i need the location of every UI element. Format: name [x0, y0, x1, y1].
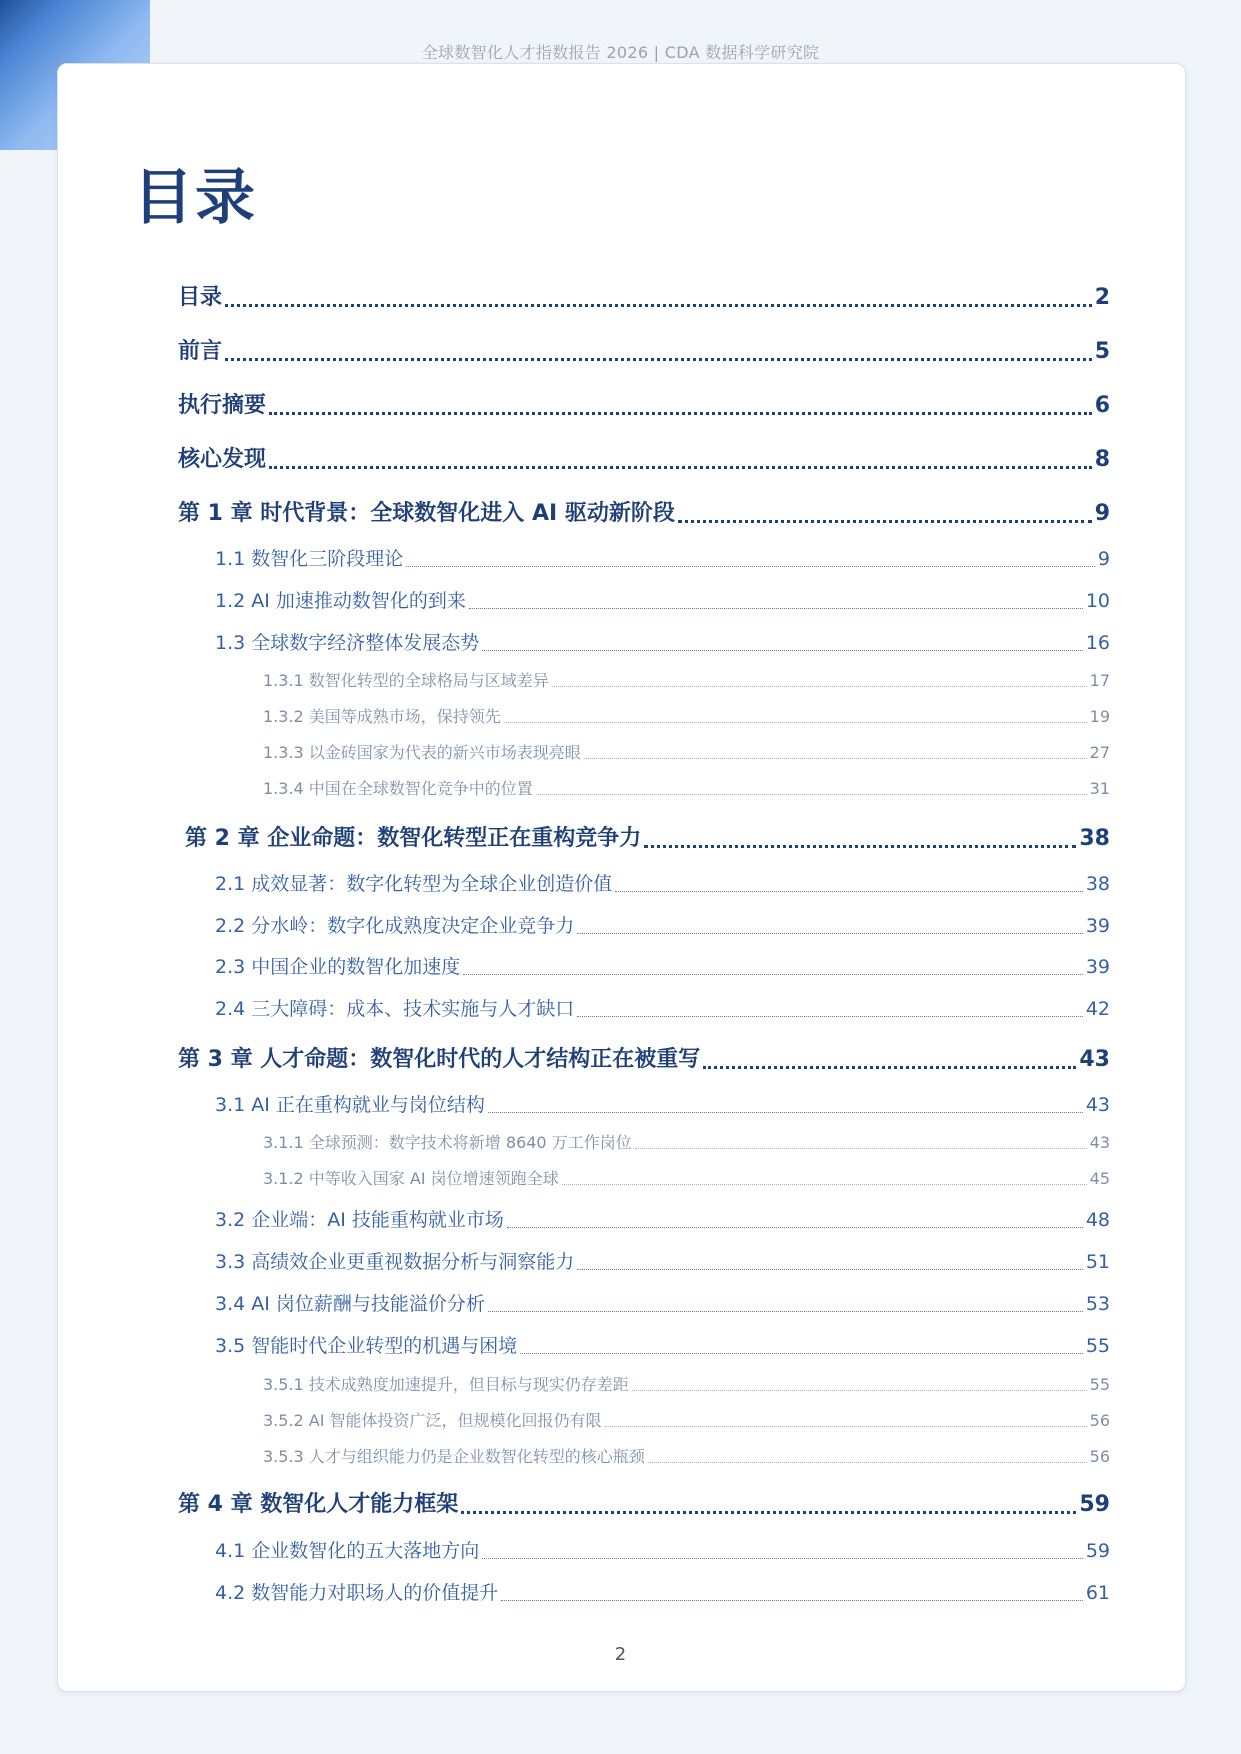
toc-entry[interactable]	[178, 337, 1110, 367]
toc-dot-leader	[482, 1558, 1083, 1559]
toc-entry[interactable]	[263, 705, 1110, 729]
toc-entry[interactable]	[215, 1537, 1110, 1565]
toc-dot-leader	[678, 520, 1092, 523]
toc-dot-leader	[648, 1462, 1087, 1463]
toc-dot-leader	[488, 1311, 1083, 1312]
toc-entry[interactable]	[178, 445, 1110, 475]
toc-dot-leader	[501, 1600, 1083, 1601]
toc-entry-page: 43	[1085, 1094, 1110, 1116]
toc-entry[interactable]	[185, 824, 1110, 854]
toc-dot-leader	[577, 933, 1083, 934]
toc-dot-leader	[644, 845, 1076, 848]
toc-entry[interactable]	[215, 1579, 1110, 1607]
toc-entry-label: 4.2 数智能力对职场人的价值提升	[215, 1582, 499, 1604]
toc-entry[interactable]	[263, 741, 1110, 765]
toc-entry-label: 2.4 三大障碍：成本、技术实施与人才缺口	[215, 998, 575, 1020]
toc-entry-page: 6	[1094, 393, 1110, 418]
toc-entry-page: 10	[1085, 590, 1110, 612]
toc-entry-label: 2.1 成效显著：数字化转型为全球企业创造价值	[215, 873, 613, 895]
toc-entry-page: 55	[1085, 1335, 1110, 1357]
toc-entry-page: 16	[1085, 632, 1110, 654]
toc-entry[interactable]	[215, 912, 1110, 940]
toc-dot-leader	[482, 650, 1083, 651]
toc-dot-leader	[577, 1016, 1083, 1017]
toc-entry-label: 第 3 章 人才命题：数智化时代的人才结构正在被重写	[178, 1047, 701, 1072]
toc-entry-label: 3.1.2 中等收入国家 AI 岗位增速领跑全球	[263, 1169, 559, 1188]
toc-entry[interactable]	[178, 1490, 1110, 1520]
toc-dot-leader	[507, 1227, 1083, 1228]
toc-entry-page: 31	[1089, 779, 1110, 798]
page-number: 2	[614, 1644, 627, 1665]
toc-entry-label: 3.1.1 全球预测：数字技术将新增 8640 万工作岗位	[263, 1133, 632, 1152]
toc-entry[interactable]	[215, 995, 1110, 1023]
toc-entry-page: 59	[1085, 1540, 1110, 1562]
toc-entry[interactable]	[178, 499, 1110, 529]
toc-dot-leader	[469, 608, 1083, 609]
toc-entry-page: 39	[1085, 956, 1110, 978]
toc-entry-label: 1.3 全球数字经济整体发展态势	[215, 632, 480, 654]
toc-entry-page: 59	[1079, 1492, 1110, 1517]
toc-entry-label: 第 4 章 数智化人才能力框架	[178, 1492, 459, 1517]
toc-dot-leader	[552, 686, 1087, 687]
toc-dot-leader	[615, 891, 1083, 892]
toc-entry-label: 3.5.3 人才与组织能力仍是企业数智化转型的核心瓶颈	[263, 1447, 645, 1466]
toc-entry-page: 48	[1085, 1209, 1110, 1231]
toc-entry-label: 2.2 分水岭：数字化成熟度决定企业竞争力	[215, 915, 575, 937]
toc-dot-leader	[488, 1112, 1083, 1113]
toc-entry-label: 1.3.4 中国在全球数智化竞争中的位置	[263, 779, 533, 798]
toc-entry-label: 第 1 章 时代背景：全球数智化进入 AI 驱动新阶段	[178, 501, 675, 526]
toc-dot-leader	[577, 1269, 1083, 1270]
toc-entry[interactable]	[263, 1409, 1110, 1433]
toc-entry-page: 45	[1089, 1169, 1110, 1188]
toc-entry-label: 3.5.2 AI 智能体投资广泛，但规模化回报仍有限	[263, 1411, 602, 1430]
toc-entry-label: 3.2 企业端：AI 技能重构就业市场	[215, 1209, 504, 1231]
toc-entry-label: 核心发现	[178, 447, 267, 472]
toc-entry-page: 8	[1094, 447, 1110, 472]
toc-entry-page: 9	[1097, 548, 1110, 570]
toc-dot-leader	[562, 1184, 1087, 1185]
toc-dot-leader	[225, 304, 1092, 307]
toc-dot-leader	[605, 1426, 1087, 1427]
toc-entry-page: 56	[1089, 1447, 1110, 1466]
toc-entry-label: 1.3.3 以金砖国家为代表的新兴市场表现亮眼	[263, 743, 581, 762]
toc-dot-leader	[520, 1353, 1083, 1354]
toc-dot-leader	[635, 1148, 1087, 1149]
page-title: 目录	[133, 163, 257, 233]
toc-entry[interactable]	[215, 587, 1110, 615]
toc-dot-leader	[461, 1511, 1076, 1514]
toc-dot-leader	[225, 358, 1092, 361]
toc-entry-page: 55	[1089, 1375, 1110, 1394]
toc-entry[interactable]	[263, 1373, 1110, 1397]
toc-entry-label: 3.5.1 技术成熟度加速提升，但目标与现实仍存差距	[263, 1375, 629, 1394]
toc-entry-page: 51	[1085, 1251, 1110, 1273]
toc-dot-leader	[584, 758, 1087, 759]
toc-entry[interactable]	[215, 1248, 1110, 1276]
toc-entry-label: 前言	[178, 339, 223, 364]
toc-entry-label: 3.4 AI 岗位薪酬与技能溢价分析	[215, 1293, 485, 1315]
toc-entry[interactable]	[215, 629, 1110, 657]
toc-entry-page: 53	[1085, 1293, 1110, 1315]
toc-entry-page: 5	[1094, 339, 1110, 364]
toc-entry-label: 1.3.1 数智化转型的全球格局与区域差异	[263, 671, 549, 690]
toc-dot-leader	[536, 794, 1087, 795]
toc-entry[interactable]	[263, 777, 1110, 801]
toc-entry-label: 目录	[178, 285, 223, 310]
toc-dot-leader	[406, 566, 1095, 567]
toc-entry-label: 3.3 高绩效企业更重视数据分析与洞察能力	[215, 1251, 575, 1273]
toc-entry-page: 38	[1085, 873, 1110, 895]
toc-entry[interactable]	[215, 1290, 1110, 1318]
toc-entry-page: 56	[1089, 1411, 1110, 1430]
toc-dot-leader	[703, 1066, 1076, 1069]
toc-entry-label: 1.1 数智化三阶段理论	[215, 548, 404, 570]
toc-entry-page: 39	[1085, 915, 1110, 937]
toc-dot-leader	[504, 722, 1087, 723]
toc-entry[interactable]	[263, 1131, 1110, 1155]
toc-entry-label: 第 2 章 企业命题：数智化转型正在重构竞争力	[185, 826, 642, 851]
toc-entry[interactable]	[215, 953, 1110, 981]
toc-entry-page: 43	[1079, 1047, 1110, 1072]
toc-entry-page: 43	[1089, 1133, 1110, 1152]
toc-entry-page: 19	[1089, 707, 1110, 726]
toc-dot-leader	[269, 412, 1092, 415]
toc-dot-leader	[269, 466, 1092, 469]
toc-dot-leader	[632, 1390, 1087, 1391]
toc-entry[interactable]	[263, 1167, 1110, 1191]
toc-entry-page: 27	[1089, 743, 1110, 762]
toc-entry-label: 2.3 中国企业的数智化加速度	[215, 956, 461, 978]
toc-entry-label: 3.5 智能时代企业转型的机遇与困境	[215, 1335, 518, 1357]
toc-entry[interactable]	[178, 283, 1110, 313]
toc-entry[interactable]	[178, 1045, 1110, 1075]
toc-entry[interactable]	[178, 391, 1110, 421]
toc-entry[interactable]	[263, 669, 1110, 693]
toc-entry-label: 1.3.2 美国等成熟市场，保持领先	[263, 707, 501, 726]
toc-entry-page: 9	[1094, 501, 1110, 526]
toc-entry[interactable]	[215, 1206, 1110, 1234]
toc-entry-page: 61	[1085, 1582, 1110, 1604]
toc-entry[interactable]	[215, 870, 1110, 898]
toc-entry[interactable]	[215, 1332, 1110, 1360]
running-header: 全球数智化人才指数报告 2026 | CDA 数据科学研究院	[421, 43, 820, 62]
toc-entry-page: 17	[1089, 671, 1110, 690]
toc-entry-label: 执行摘要	[178, 393, 267, 418]
toc-entry-page: 42	[1085, 998, 1110, 1020]
toc-entry[interactable]	[263, 1445, 1110, 1469]
toc-entry-label: 3.1 AI 正在重构就业与岗位结构	[215, 1094, 485, 1116]
toc-entry[interactable]	[215, 1091, 1110, 1119]
toc-dot-leader	[463, 974, 1083, 975]
toc-entry-page: 38	[1079, 826, 1110, 851]
toc-entry[interactable]	[215, 545, 1110, 573]
toc-entry-label: 4.1 企业数智化的五大落地方向	[215, 1540, 480, 1562]
toc-entry-label: 1.2 AI 加速推动数智化的到来	[215, 590, 466, 612]
toc-entry-page: 2	[1094, 285, 1110, 310]
